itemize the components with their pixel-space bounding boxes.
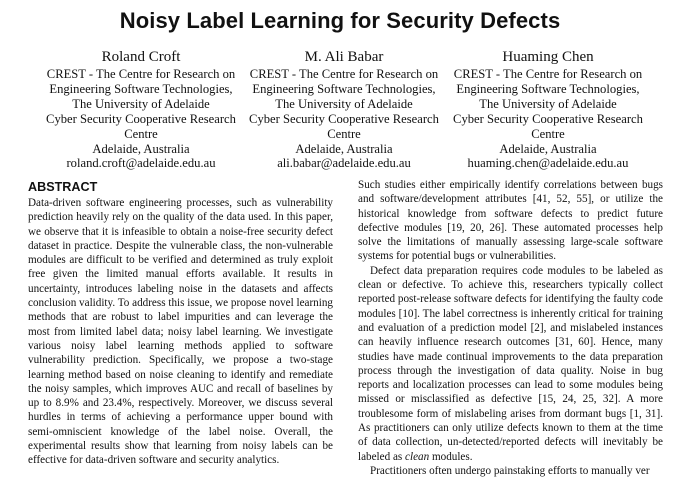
author-affiliation-line: Cyber Security Cooperative Research	[249, 111, 439, 126]
author-email: roland.croft@adelaide.edu.au	[66, 156, 216, 171]
abstract-paragraph: Data-driven software engineering processes, such as vulnerability prediction heavily rely on the quality of the data used. In this paper, we observe that it is infeasible to obtain a noise-free security defect dataset in practice. Despite the vulnerable class, the non-vulnerable modules are difficult to be verified and determined as truly exploit free given the limited manual efforts available. It results in uncertainty, introduces labeling noise in the datasets and affects conclusion validity. To address this issue, we propose novel learning methods that are robust to label impurities and can leverage the most from limited label data; noisy label learning. We investigate various noisy label learning methods applied to software vulnerability prediction. Specifically, we propose a two-stage learning method based on noise cleaning to identify and remediate the noisy samples, which improves AUC and recall of baselines by up to 8.9% and 23.4%, respectively. Moreover, we discuss several hurdles in terms of achieving a performance upper bound with semi-omniscient knowledge of the label noise. Overall, the experimental results show that learning from noisy labels can be effective for data-driven software and security analytics.	[28, 197, 333, 467]
author-affiliation-line: CREST - The Centre for Research on	[46, 67, 236, 81]
emphasis-text: clean	[405, 450, 430, 463]
author-2	[241, 47, 447, 171]
intro-paragraph-2	[358, 264, 663, 464]
author-affiliation-line: Centre	[327, 126, 361, 141]
author-affiliation-line: CREST - The Centre for Research on	[249, 67, 439, 81]
author-affiliation-line: Engineering Software Technologies,	[456, 81, 640, 96]
author-affiliation-line: Engineering Software Technologies,	[252, 81, 436, 96]
author-name: Huaming Chen	[502, 49, 594, 65]
author-affiliation-line: Adelaide, Australia	[499, 141, 597, 156]
author-affiliation-line: The University of Adelaide	[479, 96, 617, 111]
author-affiliation-line: Adelaide, Australia	[295, 141, 393, 156]
paragraph-text: modules.	[429, 450, 473, 463]
author-affiliation-line: Cyber Security Cooperative Research	[46, 111, 236, 126]
author-affiliation-line: Cyber Security Cooperative Research	[453, 111, 643, 126]
author-affiliation-line: Adelaide, Australia	[92, 141, 190, 156]
author-affiliation-line: Centre	[124, 126, 158, 141]
author-name: Roland Croft	[101, 49, 181, 65]
author-email: huaming.chen@adelaide.edu.au	[467, 156, 629, 171]
author-affiliation-line: CREST - The Centre for Research on	[453, 67, 643, 81]
author-3	[445, 47, 651, 171]
author-1	[38, 47, 244, 171]
author-email: ali.babar@adelaide.edu.au	[277, 156, 411, 171]
abstract-heading: ABSTRACT	[28, 180, 98, 194]
author-affiliation-line: Engineering Software Technologies,	[49, 81, 233, 96]
author-name: M. Ali Babar	[304, 49, 384, 65]
right-column	[358, 178, 663, 478]
intro-paragraph-3: Practitioners often undergo painstaking efforts to manually ver	[370, 464, 650, 477]
author-affiliation-line: Centre	[531, 126, 565, 141]
author-block	[38, 47, 648, 172]
paragraph-text: Defect data preparation requires code modules to be labeled as clean or defective. To achieve this, researchers typically collect reported post-release software defects for identifying the faulty code modules [10]. The label correctness is inherently critical for training and evaluation of a prediction model [2], and mislabeled instances can heavily influence research outcomes [31, 60]. Hence, many studies have made continual improvements to the data preparation process through the investigation of data quality. Noise in bug reports and localization processes can lead to some modules being missed or misclassified as defective [15, 24, 25, 32]. A more troublesome form of mislabeling arises from dormant bugs [1, 31]. As practitioners can only utilize defects known to them at the time of data collection, un-detected/reported defects will inevitably be labeled as	[358, 264, 664, 463]
paper-title: Noisy Label Learning for Security Defects	[119, 8, 561, 33]
author-affiliation-line: The University of Adelaide	[72, 96, 210, 111]
left-column	[28, 178, 333, 468]
author-affiliation-line: The University of Adelaide	[275, 96, 413, 111]
intro-paragraph-1: Such studies either empirically identify correlations between bugs and software/development attributes [41, 52, 55], or utilize the historical knowledge from software defects to predict future defective modules [19, 20, 26]. These automated processes help solve the limitations of manually assessing large-scale software systems for potential bugs or vulnerabilities.	[358, 179, 663, 263]
